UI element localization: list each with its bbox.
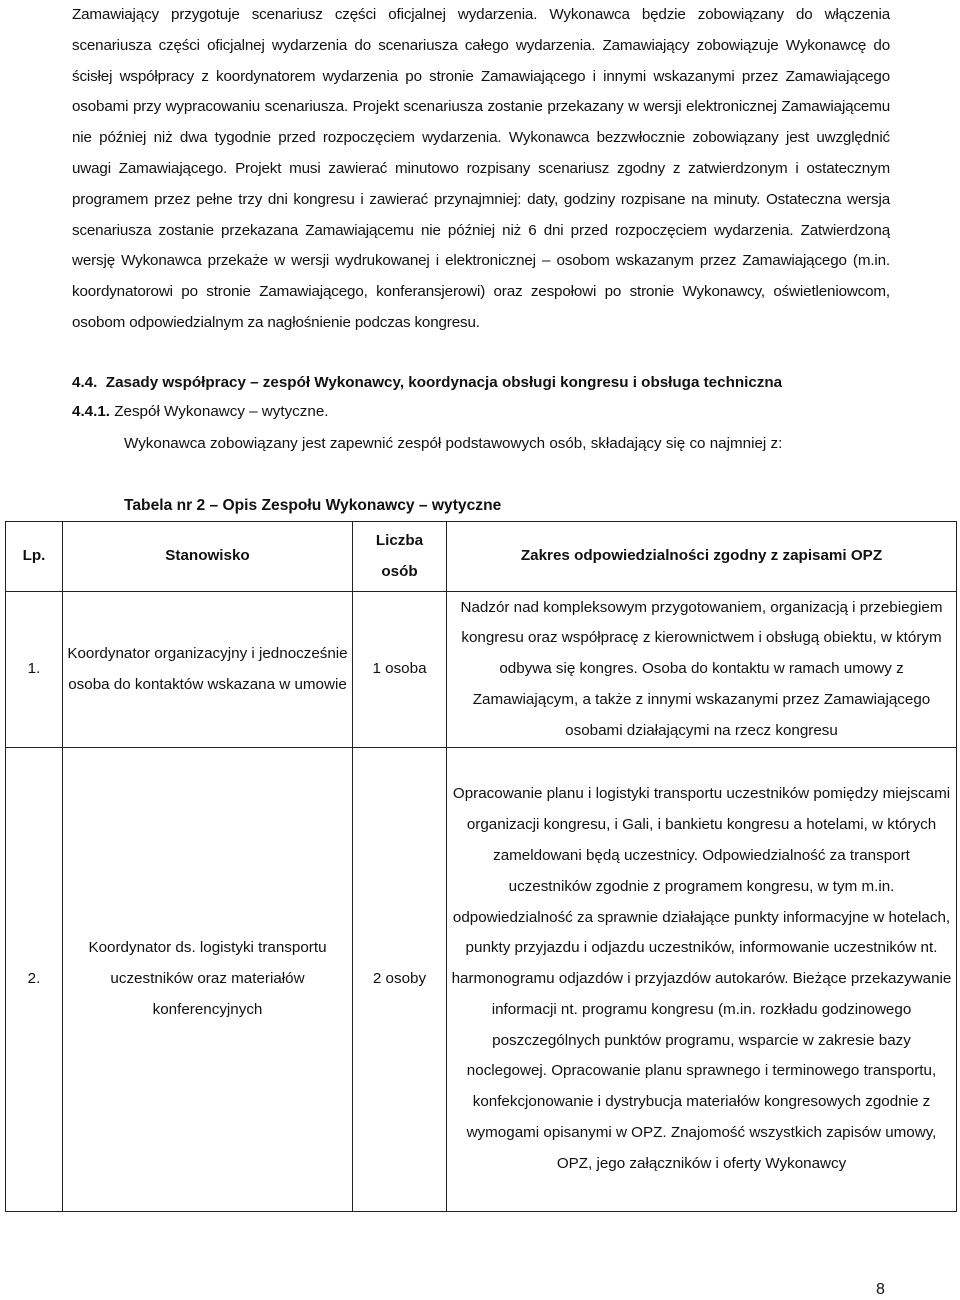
- team-table: [5, 521, 957, 1212]
- row-liczba: 1 osoba: [353, 592, 447, 748]
- section-heading: [72, 373, 782, 393]
- body-paragraph: Zamawiający przygotuje scenariusz części oficjalnej wydarzenia. Wykonawca będzie zobowiązany do włączenia scenariusza części oficjalnej wydarzenia do scenariusza całego wydarzenia. Zamawiający zobowiązuje Wykonawcę do ścisłej współpracy z koordynatorem wydarzenia po stronie Zamawiającego i innymi wskazanymi przez Zamawiającego osobami przy wypracowaniu scenariusza. Projekt scenariusza zostanie przekazany w wersji elektronicznej Zamawiającemu nie później niż dwa tygodnie przed rozpoczęciem wydarzenia. Wykonawca bezzwłocznie zobowiązany jest uwzględnić uwagi Zamawiającego. Projekt musi zawierać minutowo rozpisany scenariusz zgodny z zatwierdzonym i ostatecznym programem przez pełne trzy dni kongresu i zawierać przynajmniej: daty, godziny rozpisane na minuty. Ostateczna wersja scenariusza zostanie przekazana Zamawiającemu nie później niż 6 dni przed rozpoczęciem wydarzenia. Zatwierdzoną wersję Wykonawca przekaże w wersji wydrukowanej i elektronicznej – osobom wskazanym przez Zamawiającego (m.in. koordynatorowi po stronie Zamawiającego, konferansjerowi) oraz zespołowi po stronie Wykonawcy, oświetleniowcom, osobom odpowiedzialnym za nagłośnienie podczas kongresu.: [72, 6, 890, 331]
- section-number: 4.4.: [72, 374, 98, 391]
- header-zakres: Zakres odpowiedzialności zgodny z zapisami OPZ: [447, 522, 957, 592]
- row-stanowisko: Koordynator ds. logistyki transportu uczestników oraz materiałów konferencyjnych: [63, 748, 353, 1212]
- page-number: 8: [876, 1281, 885, 1298]
- subsection-title: Zespół Wykonawcy – wytyczne.: [114, 403, 329, 420]
- header-lp: Lp.: [6, 522, 63, 592]
- row-lp: 1.: [6, 592, 63, 748]
- row-zakres: Opracowanie planu i logistyki transportu uczestników pomiędzy miejscami organizacji kongresu, i Gali, i bankietu kongresu a hotelami, w których zameldowani będą uczestnicy. Odpowiedzialność za transport uczestników zgodnie z programem kongresu, w tym m.in. odpowiedzialność za sprawnie działające punkty informacyjne w hotelach, punkty przyjazdu i odjazdu uczestników, informowanie uczestników nt. harmonogramu odjazdów i przyjazdów autokarów. Bieżące przekazywanie informacji nt. programu kongresu (m.in. rozkładu godzinowego poszczególnych punktów programu, wsparcie w zakresie bazy noclegowej. Opracowanie planu sprawnego i terminowego transportu, konfekcjonowanie i dystrybucja materiałów kongresowych zgodnie z wymogami opisanymi w OPZ. Znajomość wszystkich zapisów umowy, OPZ, jego załączników i oferty Wykonawcy: [447, 748, 957, 1212]
- row-lp: 2.: [6, 748, 63, 1212]
- table-header-row: [6, 522, 957, 592]
- intro-text: Wykonawca zobowiązany jest zapewnić zespół podstawowych osób, składający się co najmniej z:: [124, 435, 783, 452]
- row-stanowisko: Koordynator organizacyjny i jednocześnie osoba do kontaktów wskazana w umowie: [63, 592, 353, 748]
- table-row: [6, 748, 957, 1212]
- table-row: [6, 592, 957, 748]
- row-liczba: 2 osoby: [353, 748, 447, 1212]
- header-liczba: Liczba osób: [353, 522, 447, 592]
- subsection-number: 4.4.1.: [72, 403, 110, 420]
- subsection-heading: [72, 402, 328, 422]
- header-stanowisko: Stanowisko: [63, 522, 353, 592]
- table-title: Tabela nr 2 – Opis Zespołu Wykonawcy – wytyczne: [124, 497, 502, 514]
- section-title: Zasady współpracy – zespół Wykonawcy, koordynacja obsługi kongresu i obsługa techniczna: [105, 374, 783, 391]
- row-zakres: Nadzór nad kompleksowym przygotowaniem, organizacją i przebiegiem kongresu oraz współpracę z kierownictwem i obsługą obiektu, w którym odbywa się kongres. Osoba do kontaktu w ramach umowy z Zamawiającym, a także z innymi wskazanymi przez Zamawiającego osobami działającymi na rzecz kongresu: [447, 592, 957, 748]
